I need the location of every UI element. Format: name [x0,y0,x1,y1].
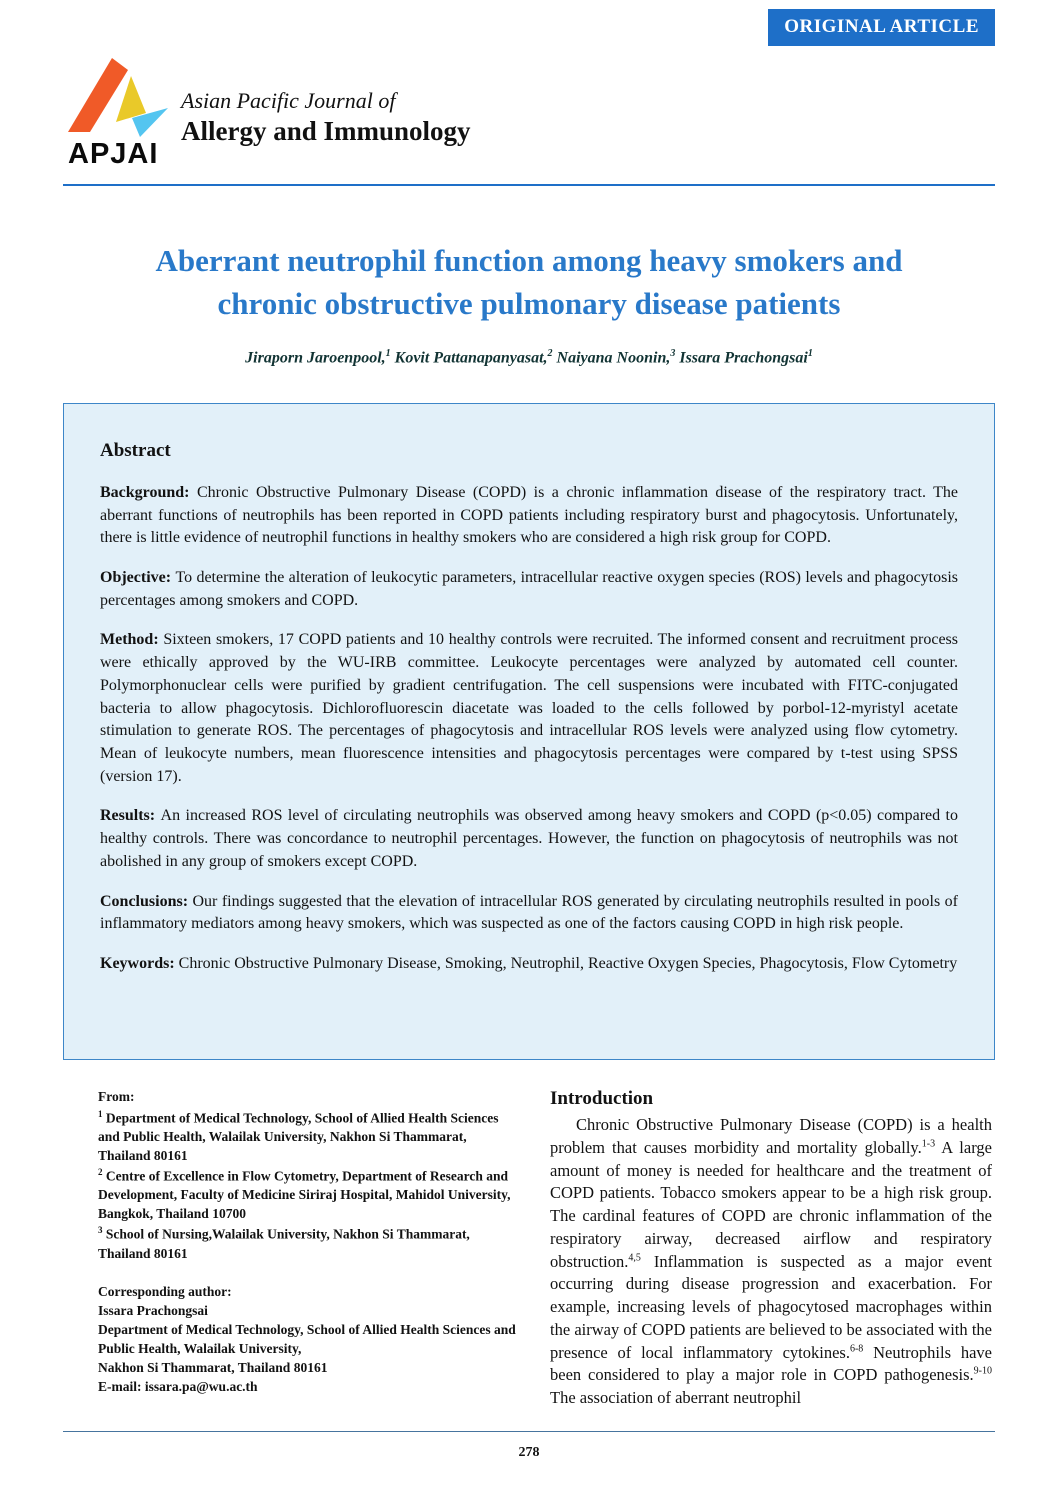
author-affiliation-sup: 2 [547,347,553,359]
abstract-paragraph: Keywords: Chronic Obstructive Pulmonary Disease, Smoking, Neutrophil, Reactive Oxygen Species, Phagocytosis, Flow Cytometry [100,955,958,973]
introduction-paragraph: Chronic Obstructive Pulmonary Disease (COPD) is a health problem that causes morbidity and mortality globally.$^{1-3}$ A large amount of money is needed for healthcare and the treatment of COPD patients. Tobacco smokers appear to be a high risk group. The cardinal features of COPD are chronic inflammation of the respiratory airway, decreased airflow and respiratory obstruction.$^{4,5}$ Inflammation is suspected as a major event occurring during disease progression and exacerbation. For example, increasing levels of phagocytosed macrophages within the airway of COPD patients are believed to be associated with the presence of local inflammatory cytokines.$^{6-8}$ Neutrophils have been considered to play a major role in COPD pathogenesis.$^{9-10}$ The association of aberrant neutrophil [550,1115,992,1408]
abstract-paragraph-label: Keywords: [100,955,179,973]
bottom-section [98,1088,992,1410]
page-footer [63,1431,995,1461]
citation-sup: 4,5 [628,1252,641,1264]
corresponding-line: E-mail: issara.pa@wu.ac.th [98,1378,258,1394]
abstract-box [63,403,995,1060]
journal-name-line1: Asian Pacific Journal of [181,88,396,113]
abstract-paragraph: Method: Sixteen smokers, 17 COPD patients and 10 healthy controls were recruited. The informed consent and recruitment process were ethically approved by the WU-IRB committee. Leukocyte percentages were analyzed by automated cell counter. Polymorphonuclear cells were purified by gradient centrifugation. The cell suspensions were incubated with FITC-conjugated bacteria to allow phagocytosis. Dichlorofluorescin diacetate was loaded to the cells followed by porbol-12-myristyl acetate stimulation to generate ROS. The percentages of phagocytosis and intracellular ROS levels were analyzed using flow cytometry. Mean of leukocyte numbers, mean fluorescence intensities and phagocytosis percentages were compared by t-test using SPSS (version 17). [100,631,959,785]
affiliation-number: 3 [98,1225,103,1236]
journal-name-line2: Allergy and Immunology [181,116,471,146]
corresponding-line: Issara Prachongsai [98,1303,208,1319]
corresponding-line: Department of Medical Technology, School of Allied Health Sciences and Public Health, Walailak University, [98,1322,516,1357]
abstract-paragraph-label: Background: [100,483,197,501]
abstract-heading: Abstract [100,439,171,461]
article-title-line: Aberrant neutrophil function among heavy smokers and [155,243,903,278]
citation-sup: 1-3 [921,1138,936,1150]
abstract-paragraph: Conclusions: Our findings suggested that the elevation of intracellular ROS generated by circulating neutrophils resulted in pools of inflammatory mediators among heavy smokers, which was suspected as one of the factors causing COPD in high risk people. [100,892,959,933]
journal-name [181,88,471,147]
abstract-paragraph-label: Results: [100,807,161,825]
author-affiliation-sup: 1 [385,347,391,359]
affiliation-number: 2 [98,1167,103,1178]
affiliation-item: $^3$ School of Nursing,Walailak University, Nakhon Si Thammarat, Thailand 80161 [98,1225,470,1261]
abstract-paragraph: Objective: To determine the alteration of leukocytic parameters, intracellular reactive oxygen species (ROS) levels and phagocytosis percentages among smokers and COPD. [100,569,959,609]
corresponding-lines [98,1302,522,1396]
author-affiliation-sup: 3 [670,347,676,359]
author-list [63,348,995,367]
abstract-paragraph: Results: An increased ROS level of circulating neutrophils was observed among heavy smokers and COPD (p<0.05) compared to healthy controls. There was concordance to neutrophil percentages. However, the function on phagocytosis of neutrophils was not abolished in any group of smokers except COPD. [100,807,959,870]
apjai-triangle-logo-icon [68,58,176,138]
journal-logo [68,58,188,169]
citation-sup: 9-10 [973,1365,992,1377]
article-title-line: chronic obstructive pulmonary disease patients [217,285,841,321]
author-name: Issara Prachongsai [675,348,808,366]
abstract-paragraph: Background: Chronic Obstructive Pulmonary Disease (COPD) is a chronic inflammation disease of the respiratory tract. The aberrant functions of neutrophils has been reported in COPD patients including respiratory burst and phagocytosis. Unfortunately, there is little evidence of neutrophil functions in healthy smokers who are considered a high risk group for COPD. [100,483,958,547]
introduction-heading: Introduction [550,1088,654,1109]
abstract-paragraph-label: Objective: [100,569,176,587]
header-divider [63,184,995,186]
affiliation-item: $^2$ Centre of Excellence in Flow Cytometry, Department of Research and Development, Faculty of Medicine Siriraj Hospital, Mahidol University, Bangkok, Thailand 10700 [98,1167,511,1222]
affiliation-list [98,1108,522,1264]
footnotes-column [98,1088,522,1410]
introduction-column [550,1088,992,1410]
author-name: Kovit Pattanapanyasat, [390,348,548,366]
logo-text: APJAI [68,138,159,170]
author-affiliation-sup: 1 [807,347,813,359]
corresponding-author-block [98,1283,522,1397]
corresponding-heading: Corresponding author: [98,1283,232,1299]
corresponding-line: Nakhon Si Thammarat, Thailand 80161 [98,1360,328,1376]
abstract-sections [100,482,958,976]
citation-sup: 6-8 [849,1343,864,1355]
author-name: Naiyana Noonin, [552,348,671,366]
article-title [63,240,995,326]
page-header [63,0,995,188]
author-name: Jiraporn Jaroenpool, [245,348,386,366]
abstract-paragraph-label: Method: [100,631,164,649]
article-type-badge: ORIGINAL ARTICLE [768,9,995,46]
affiliation-item: $^1$ Department of Medical Technology, School of Allied Health Sciences and Public Health, Walailak University, Nakhon Si Thammarat, Thailand 80161 [98,1108,499,1164]
page-number: 278 [518,1445,540,1460]
affiliation-number: 1 [98,1108,103,1119]
from-heading: From: [98,1089,135,1104]
abstract-paragraph-label: Conclusions: [100,892,193,910]
